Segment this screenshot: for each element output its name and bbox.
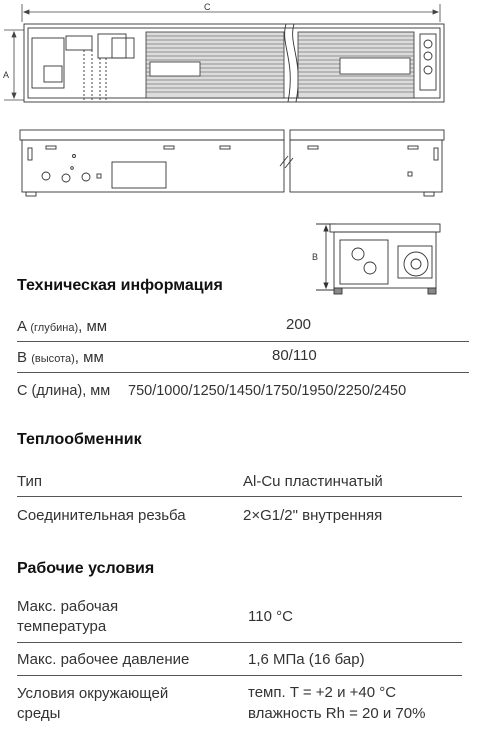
- height-descriptor: (высота): [31, 353, 75, 365]
- tech-heading: Техническая информация: [17, 277, 223, 294]
- depth-letter: A: [17, 318, 27, 335]
- max-temp-value: 110 °C: [248, 608, 293, 625]
- height-label: [17, 349, 104, 366]
- depth-value: 200: [286, 316, 312, 333]
- dimension-a-label: A: [3, 70, 10, 80]
- dimension-c-label: C: [204, 2, 211, 12]
- depth-unit: , мм: [78, 318, 108, 335]
- exchanger-heading: Теплообменник: [17, 431, 142, 448]
- thread-value: 2×G1/2" внутренняя: [243, 507, 383, 524]
- ambient-humidity-value: влажность Rh = 20 и 70%: [248, 705, 426, 722]
- depth-descriptor: (глубина): [30, 322, 79, 334]
- max-pressure-value: 1,6 МПа (16 бар): [248, 651, 365, 668]
- divider: [17, 675, 462, 676]
- heat-exchanger-fins: [146, 32, 414, 98]
- max-temp-label: Макс. рабочая температура: [17, 598, 119, 635]
- height-unit: , мм: [74, 349, 104, 366]
- length-value: 750/1000/1250/1450/1750/1950/2250/2450: [128, 383, 407, 399]
- ambient-label: Условия окружающей среды: [17, 685, 169, 722]
- ambient-temp-value: темп. T = +2 и +40 °C: [248, 684, 397, 701]
- dimension-b-label: B: [312, 252, 319, 262]
- conditions-heading: Рабочие условия: [17, 560, 155, 577]
- height-letter: B: [17, 349, 28, 366]
- convector-side-section: [316, 224, 440, 294]
- divider: [17, 496, 462, 497]
- divider: [17, 372, 469, 373]
- exchanger-type-label: Тип: [17, 473, 43, 490]
- thread-label: Соединительная резьба: [17, 507, 186, 524]
- height-value: 80/110: [272, 347, 317, 364]
- exchanger-type-value: Al-Cu пластинчатый: [243, 473, 383, 490]
- divider: [17, 341, 469, 342]
- depth-label: [17, 318, 107, 335]
- max-pressure-label: Макс. рабочее давление: [17, 651, 190, 668]
- dimension-a: [4, 30, 24, 100]
- convector-front-view: [20, 130, 444, 196]
- length-label: C (длина), мм: [17, 383, 111, 399]
- technical-drawing: [0, 0, 478, 300]
- dimension-c: [22, 4, 440, 22]
- divider: [17, 642, 462, 643]
